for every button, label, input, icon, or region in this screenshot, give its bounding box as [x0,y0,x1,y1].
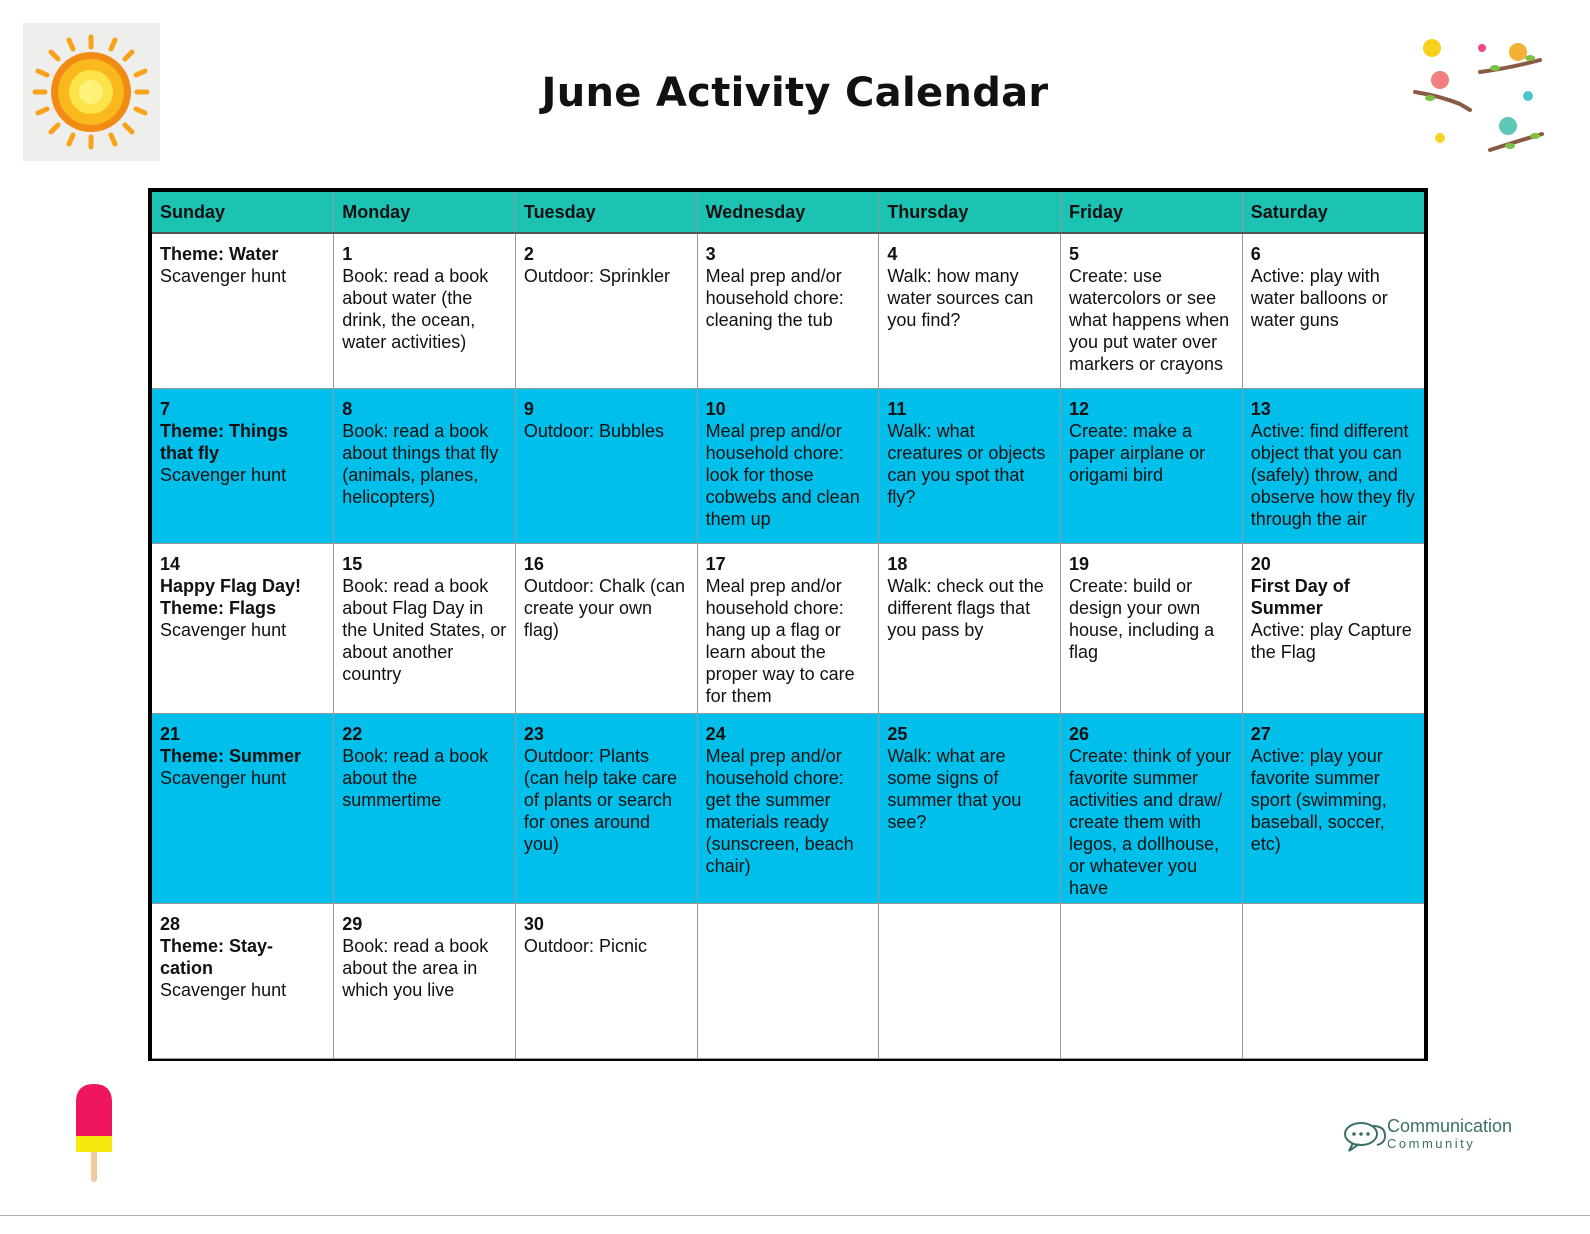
day-number: 25 [887,723,908,744]
week-row [152,233,1424,388]
day-activity: Book: read a book about the area in which you live [342,935,489,1000]
day-theme: First Day of Summer [1250,575,1350,618]
day-cell [152,713,334,903]
day-cell [515,233,697,388]
day-activity: Scavenger hunt [160,464,287,485]
day-activity: Walk: check out the different flags that you pass by [887,575,1044,640]
day-number: 21 [160,723,181,744]
day-number: 27 [1250,723,1271,744]
day-activity: Scavenger hunt [160,619,287,640]
day-theme: Happy Flag Day! Theme: Flags [160,575,302,618]
page-divider [0,1215,1590,1216]
day-activity: Meal prep and/or household chore: look for those cobwebs and clean them up [705,420,860,529]
day-activity: Book: read a book about things that fly (animals, planes, helicopters) [342,420,499,507]
day-cell [515,388,697,543]
day-number: 23 [523,723,544,744]
day-cell [334,388,516,543]
day-number: 30 [523,913,544,934]
popsicle-icon [74,1084,114,1184]
day-cell [1242,713,1424,903]
day-theme: Theme: Summer [160,745,302,766]
page-title: June Activity Calendar [541,70,1049,116]
day-activity: Outdoor: Sprinkler [523,266,670,286]
day-number: 1 [342,244,353,264]
day-header-friday: Friday [1061,192,1243,233]
day-number: 22 [342,723,363,744]
day-number: 2 [523,244,534,264]
day-activity: Outdoor: Picnic [523,935,647,956]
day-number: 10 [705,398,726,419]
day-cell [697,713,879,903]
day-activity: Active: play with water balloons or water guns [1250,266,1388,330]
day-cell [334,233,516,388]
day-cell [879,233,1061,388]
day-cell-empty [1061,903,1243,1058]
day-activity: Meal prep and/or household chore: get the summer materials ready (sunscreen, beach chair) [705,745,854,876]
day-activity: Active: find different object that you can (safely) throw, and observe how they fly through the air [1250,420,1415,529]
day-cell [879,713,1061,903]
day-number: 7 [160,398,171,419]
day-cell [1061,233,1243,388]
day-header-thursday: Thursday [879,192,1061,233]
day-cell [1242,543,1424,713]
day-activity: Meal prep and/or household chore: hang up a flag or learn about the proper way to care for them [705,575,855,706]
communication-community-logo [1343,1116,1533,1156]
day-number: 9 [523,398,534,419]
day-cell [152,543,334,713]
day-activity: Book: read a book about the summertime [342,745,489,810]
birds-branch-image [1410,30,1550,160]
day-cell [1242,233,1424,388]
logo-line-2: Community [1387,1136,1476,1151]
day-theme: Theme: Stay-cation [160,935,274,978]
day-cell-empty [1242,903,1424,1058]
day-cell [515,713,697,903]
calendar-header-row [152,192,1424,233]
day-activity: Scavenger hunt [160,767,287,788]
day-activity: Book: read a book about water (the drink, the ocean, water activities) [342,266,489,352]
week-row [152,713,1424,903]
day-activity: Walk: what are some signs of summer that you see? [887,745,1022,832]
day-activity: Create: build or design your own house, including a flag [1069,575,1215,662]
day-number: 14 [160,553,181,574]
day-number: 18 [887,553,908,574]
day-number: 13 [1250,398,1271,419]
day-header-wednesday: Wednesday [697,192,879,233]
day-number: 19 [1069,553,1090,574]
logo-line-1: Communication [1387,1116,1513,1136]
day-cell [1242,388,1424,543]
day-number: 11 [887,398,907,419]
day-cell [152,903,334,1058]
day-cell-empty [697,903,879,1058]
week-row [152,388,1424,543]
day-activity: Book: read a book about Flag Day in the United States, or about another country [342,575,507,684]
calendar-table [148,188,1428,1061]
day-cell [697,233,879,388]
day-activity: Meal prep and/or household chore: cleaning the tub [705,266,844,330]
day-header-sunday: Sunday [152,192,334,233]
day-activity: Walk: what creatures or objects can you spot that fly? [887,420,1046,507]
day-cell [879,543,1061,713]
day-activity: Scavenger hunt [160,266,287,286]
day-cell [152,233,334,388]
day-cell [334,543,516,713]
day-number: 16 [523,553,544,574]
day-number: 20 [1250,553,1271,574]
day-cell [152,388,334,543]
day-cell-empty [879,903,1061,1058]
day-header-monday: Monday [334,192,516,233]
day-number: 5 [1069,244,1080,264]
day-activity: Active: play Capture the Flag [1250,619,1412,662]
day-header-tuesday: Tuesday [515,192,697,233]
day-theme: Theme: Water [160,244,279,264]
day-activity: Create: use watercolors or see what happens when you put water over markers or crayons [1069,266,1230,374]
day-cell [879,388,1061,543]
day-number: 28 [160,913,181,934]
week-row [152,543,1424,713]
day-activity: Outdoor: Plants (can help take care of plants or search for ones around you) [523,745,677,854]
day-cell [1061,713,1243,903]
speech-bubbles-icon [1343,1116,1387,1156]
day-activity: Outdoor: Bubbles [523,420,664,441]
day-activity: Outdoor: Chalk (can create your own flag) [523,575,685,640]
day-number: 8 [342,398,353,419]
day-number: 24 [705,723,726,744]
day-cell [1061,388,1243,543]
birds-icon [1410,30,1550,160]
day-header-saturday: Saturday [1242,192,1424,233]
day-cell [697,543,879,713]
day-number: 29 [342,913,363,934]
day-cell [515,903,697,1058]
day-cell [697,388,879,543]
day-activity: Active: play your favorite summer sport (swimming, baseball, soccer, etc) [1250,745,1387,854]
day-number: 15 [342,553,363,574]
day-number: 4 [887,244,898,264]
day-cell [515,543,697,713]
day-activity: Create: think of your favorite summer activities and draw/ create them with legos, a dollhouse, or whatever you have [1069,745,1232,898]
day-cell [334,713,516,903]
day-number: 6 [1250,244,1261,264]
day-theme: Theme: Things that fly [160,420,289,463]
day-cell [334,903,516,1058]
day-cell [1061,543,1243,713]
day-number: 26 [1069,723,1090,744]
week-row [152,903,1424,1058]
day-activity: Scavenger hunt [160,979,287,1000]
day-number: 12 [1069,398,1090,419]
day-number: 17 [705,553,726,574]
day-activity: Walk: how many water sources can you find? [887,266,1034,330]
day-number: 3 [705,244,716,264]
popsicle-image [74,1084,114,1184]
day-activity: Create: make a paper airplane or origami bird [1069,420,1206,485]
